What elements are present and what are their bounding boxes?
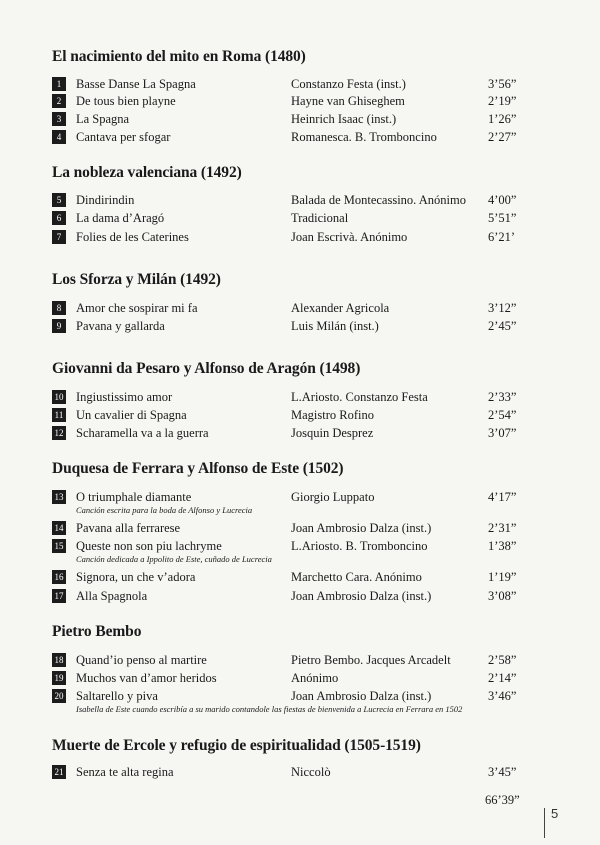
total-duration: 66’39” (485, 793, 520, 807)
track-number: 15 (52, 539, 66, 553)
track-title: Saltarello y piva (76, 689, 158, 703)
track-composer: L.Ariosto. Constanzo Festa (291, 390, 428, 404)
track-row (52, 92, 552, 110)
track-composer: Anónimo (291, 671, 339, 685)
track-number: 2 (52, 94, 66, 108)
page-number-divider (544, 808, 545, 838)
track-composer: Joan Escrivà. Anónimo (291, 230, 408, 244)
track-duration: 6’21’ (488, 230, 516, 244)
track-row (52, 587, 552, 605)
section-roma (52, 48, 552, 144)
track-composer: Marchetto Cara. Anónimo (291, 570, 422, 584)
section-bembo (52, 623, 552, 714)
track-duration: 3’46” (488, 689, 517, 703)
track-title: Quand’io penso al martire (76, 653, 207, 667)
track-number: 10 (52, 390, 66, 404)
track-number: 5 (52, 193, 66, 207)
track-duration: 3’07” (488, 426, 517, 440)
track-title: Ingiustissimo amor (76, 390, 173, 404)
section-title: Duquesa de Ferrara y Alfonso de Este (1502) (52, 460, 344, 477)
track-composer: Alexander Agricola (291, 301, 390, 315)
section-title: Muerte de Ercole y refugio de espiritualidad (1505-1519) (52, 737, 421, 754)
track-duration: 1’19” (488, 570, 517, 584)
track-title: O triumphale diamante (76, 490, 192, 504)
section-title: Giovanni da Pesaro y Alfonso de Aragón (1498) (52, 360, 361, 377)
track-composer: Tradicional (291, 211, 349, 225)
track-duration: 2’27” (488, 130, 517, 144)
track-row (52, 406, 552, 424)
track-number: 20 (52, 689, 66, 703)
page-number: 5 (551, 806, 559, 821)
track-number: 14 (52, 521, 66, 535)
section-title: El nacimiento del mito en Roma (1480) (52, 48, 306, 65)
track-number: 13 (52, 490, 66, 504)
track-row (52, 128, 552, 146)
track-row (52, 687, 552, 705)
track-row (52, 424, 552, 442)
track-composer: Niccolò (291, 765, 331, 779)
track-row (52, 388, 552, 406)
track-composer: Balada de Montecassino. Anónimo (291, 193, 466, 207)
track-composer: Constanzo Festa (inst.) (291, 77, 406, 91)
track-number: 21 (52, 765, 66, 779)
track-title: Dindirindin (76, 193, 135, 207)
track-title: Alla Spagnola (76, 589, 148, 603)
track-number: 8 (52, 301, 66, 315)
track-row (52, 191, 552, 209)
track-composer: Giorgio Luppato (291, 490, 375, 504)
track-composer: Hayne van Ghiseghem (291, 94, 405, 108)
track-duration: 1’26” (488, 112, 517, 126)
track-row (52, 537, 552, 555)
track-duration: 2’14” (488, 671, 517, 685)
track-number: 18 (52, 653, 66, 667)
track-number: 1 (52, 77, 66, 91)
track-duration: 3’56” (488, 77, 517, 91)
track-row (52, 228, 552, 246)
track-duration: 2’45” (488, 319, 517, 333)
track-title: Muchos van d’amor heridos (76, 671, 217, 685)
track-title: Folies de les Caterines (76, 230, 189, 244)
section-title: Pietro Bembo (52, 623, 142, 640)
track-composer: Heinrich Isaac (inst.) (291, 112, 397, 126)
track-number: 9 (52, 319, 66, 333)
track-row (52, 209, 552, 227)
track-number: 12 (52, 426, 66, 440)
track-title: Scharamella va a la guerra (76, 426, 209, 440)
section-title: La nobleza valenciana (1492) (52, 164, 242, 181)
track-row (52, 568, 552, 586)
track-duration: 2’54” (488, 408, 517, 422)
track-title: Pavana alla ferrarese (76, 521, 181, 535)
track-row (52, 669, 552, 687)
track-duration: 2’19” (488, 94, 517, 108)
track-composer: Magistro Rofino (291, 408, 374, 422)
track-number: 4 (52, 130, 66, 144)
section-valenciana (52, 164, 552, 244)
track-composer: L.Ariosto. B. Tromboncino (291, 539, 428, 553)
track-title: Un cavalier di Spagna (76, 408, 187, 422)
track-row (52, 110, 552, 128)
section-sforza (52, 271, 552, 333)
track-row (52, 317, 552, 335)
track-duration: 1’38” (488, 539, 517, 553)
track-duration: 3’08” (488, 589, 517, 603)
section-ercole (52, 737, 552, 779)
track-title: De tous bien playne (76, 94, 176, 108)
track-title: La dama d’Aragó (76, 211, 165, 225)
track-note: Canción escrita para la boda de Alfonso y Lucrecia (76, 505, 253, 515)
track-duration: 4’17” (488, 490, 517, 504)
track-row (52, 651, 552, 669)
track-note: Isabella de Este cuando escribía a su marido contandole las fiestas de bienvenida a Lucrecia en Ferrara en 1502 (76, 704, 463, 714)
track-duration: 2’58” (488, 653, 517, 667)
track-row (52, 763, 552, 781)
track-composer: Luis Milán (inst.) (291, 319, 379, 333)
track-number: 6 (52, 211, 66, 225)
track-title: Queste non son piu lachryme (76, 539, 222, 553)
track-number: 7 (52, 230, 66, 244)
track-composer: Pietro Bembo. Jacques Arcadelt (291, 653, 451, 667)
track-title: Signora, un che v’adora (76, 570, 196, 584)
track-row (52, 488, 552, 506)
section-title: Los Sforza y Milán (1492) (52, 271, 221, 288)
track-row (52, 75, 552, 93)
track-number: 17 (52, 589, 66, 603)
track-number: 16 (52, 570, 66, 584)
track-composer: Joan Ambrosio Dalza (inst.) (291, 589, 432, 603)
track-composer: Josquin Desprez (291, 426, 374, 440)
track-row (52, 299, 552, 317)
track-number: 3 (52, 112, 66, 126)
section-pesaro (52, 360, 552, 440)
track-number: 11 (52, 408, 66, 422)
track-title: Basse Danse La Spagna (76, 77, 196, 91)
track-number: 19 (52, 671, 66, 685)
track-composer: Joan Ambrosio Dalza (inst.) (291, 689, 432, 703)
track-duration: 2’33” (488, 390, 517, 404)
track-title: Amor che sospirar mi fa (76, 301, 198, 315)
track-row (52, 519, 552, 537)
section-ferrara (52, 460, 552, 603)
track-duration: 3’45” (488, 765, 517, 779)
track-title: Cantava per sfogar (76, 130, 171, 144)
track-duration: 3’12” (488, 301, 517, 315)
track-composer: Joan Ambrosio Dalza (inst.) (291, 521, 432, 535)
track-duration: 5’51” (488, 211, 517, 225)
track-duration: 4’00” (488, 193, 517, 207)
track-composer: Romanesca. B. Tromboncino (291, 130, 437, 144)
track-note: Canción dedicada a Ippolito de Este, cuñado de Lucrecia (76, 554, 272, 564)
track-title: Pavana y gallarda (76, 319, 165, 333)
track-duration: 2’31” (488, 521, 517, 535)
track-title: La Spagna (76, 112, 130, 126)
track-title: Senza te alta regina (76, 765, 174, 779)
